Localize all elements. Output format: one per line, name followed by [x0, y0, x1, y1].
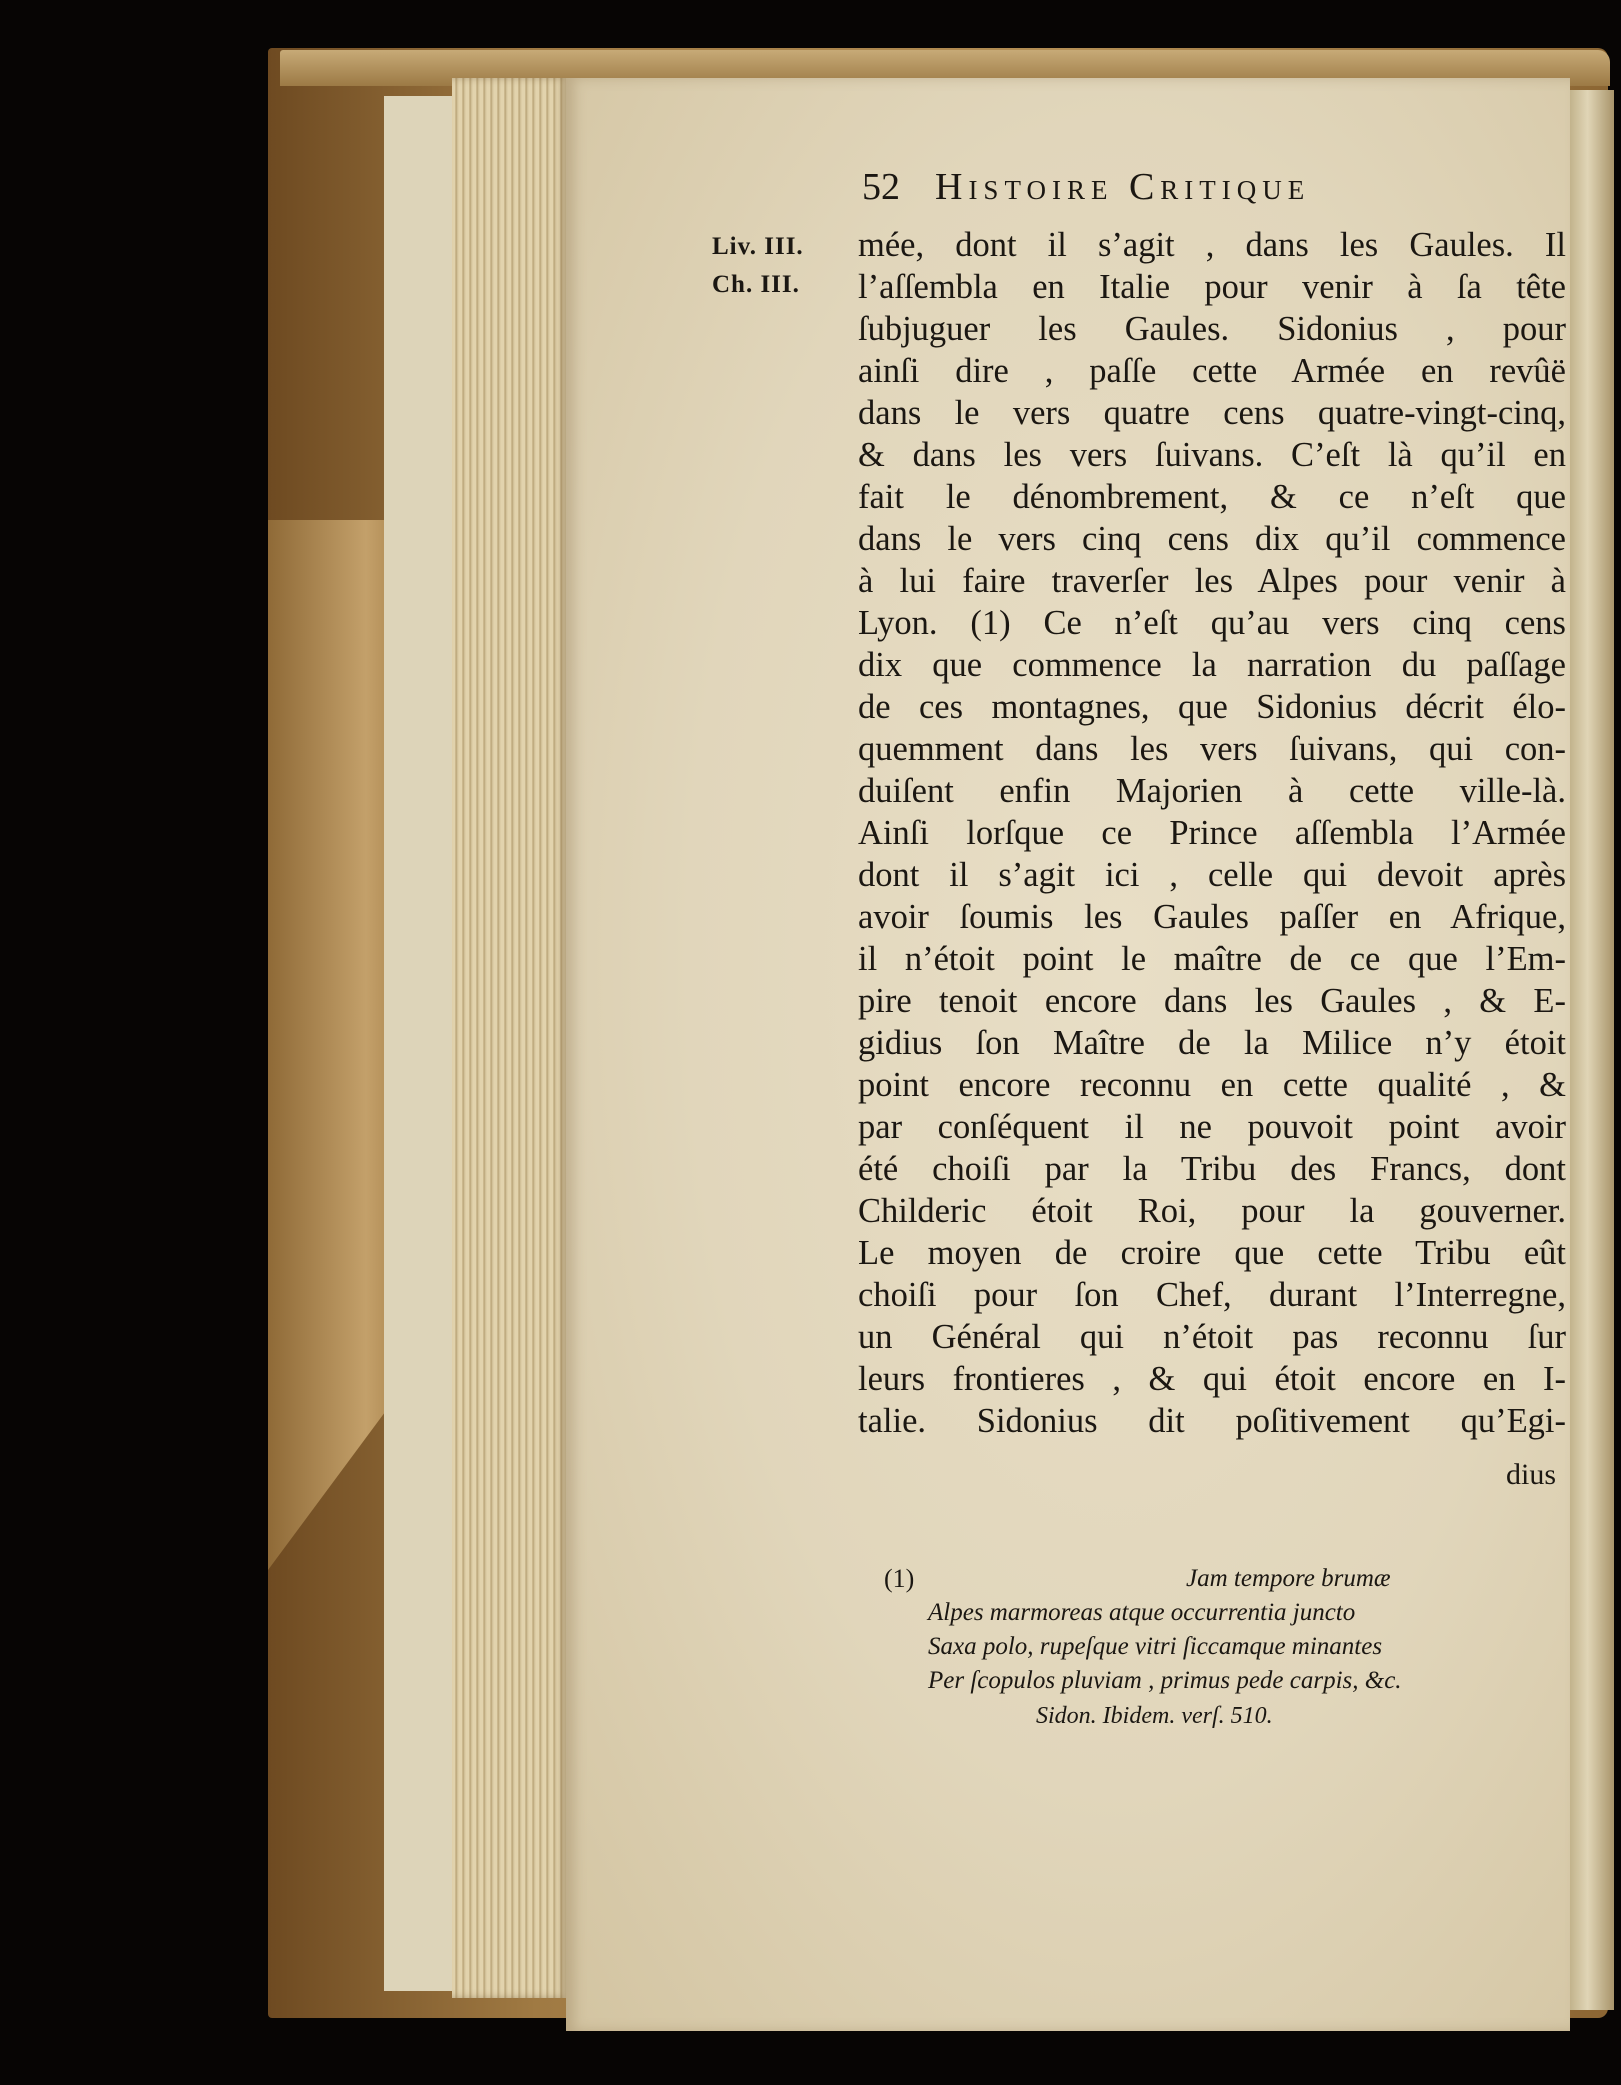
body-line: Childeric étoit Roi, pour la gouverner.: [858, 1192, 1566, 1230]
body-line: gidius ſon Maître de la Milice n’y étoit: [858, 1024, 1566, 1062]
body-line: l’aſſembla en Italie pour venir à ſa tête: [858, 268, 1566, 306]
body-line: avoir ſoumis les Gaules paſſer en Afrique,: [858, 898, 1566, 936]
body-line: Lyon. (1) Ce n’eſt qu’au vers cinq cens: [858, 604, 1566, 642]
body-line: point encore reconnu en cette qualité , &: [858, 1066, 1566, 1104]
running-title: Histoire Critique: [935, 166, 1311, 208]
page-number: 52: [862, 166, 900, 208]
body-line: duiſent enfin Majorien à cette ville-là.: [858, 772, 1566, 810]
body-line: il n’étoit point le maître de ce que l’Em-: [858, 940, 1566, 978]
body-line: ſubjuguer les Gaules. Sidonius , pour: [858, 310, 1566, 348]
footnote-line: Per ſcopulos pluviam , primus pede carpis, &c.: [928, 1667, 1402, 1694]
body-line: Ainſi lorſque ce Prince aſſembla l’Armée: [858, 814, 1566, 852]
body-line: quemment dans les vers ſuivans, qui con-: [858, 730, 1566, 768]
margin-note-chapitre: Ch. III.: [712, 271, 800, 298]
body-line: & dans les vers ſuivans. C’eſt là qu’il en: [858, 436, 1566, 474]
facing-page-edge: [1570, 90, 1614, 2010]
footnote-citation: Sidon. Ibidem. verſ. 510.: [1036, 1703, 1273, 1729]
catchword: dius: [1506, 1458, 1557, 1491]
body-line: talie. Sidonius dit poſitivement qu’Egi-: [858, 1402, 1566, 1440]
body-line: mée, dont il s’agit , dans les Gaules. Il: [858, 226, 1566, 264]
body-line: dans le vers cinq cens dix qu’il commence: [858, 520, 1566, 558]
body-line: de ces montagnes, que Sidonius décrit élo-: [858, 688, 1566, 726]
body-line: ainſi dire , paſſe cette Armée en revûë: [858, 352, 1566, 390]
body-line: pire tenoit encore dans les Gaules , & E-: [858, 982, 1566, 1020]
body-line: dont il s’agit ici , celle qui devoit après: [858, 856, 1566, 894]
body-line: dix que commence la narration du paſſage: [858, 646, 1566, 684]
page-stack-edge: [452, 78, 568, 1998]
body-line: leurs frontieres , & qui étoit encore en I-: [858, 1360, 1566, 1398]
body-line: par conſéquent il ne pouvoit point avoir: [858, 1108, 1566, 1146]
footnote-marker: (1): [884, 1564, 915, 1593]
body-line: été choiſi par la Tribu des Francs, dont: [858, 1150, 1566, 1188]
body-line: fait le dénombrement, & ce n’eſt que: [858, 478, 1566, 516]
footnote-line: Jam tempore brumæ: [1186, 1565, 1391, 1592]
footnote-line: Saxa polo, rupeſque vitri ſiccamque minantes: [928, 1633, 1383, 1660]
body-line: dans le vers quatre cens quatre-vingt-cinq,: [858, 394, 1566, 432]
footnote-line: Alpes marmoreas atque occurrentia juncto: [928, 1599, 1356, 1626]
body-line: Le moyen de croire que cette Tribu eût: [858, 1234, 1566, 1272]
body-line: choiſi pour ſon Chef, durant l’Interregne,: [858, 1276, 1566, 1314]
body-line: un Général qui n’étoit pas reconnu ſur: [858, 1318, 1566, 1356]
margin-note-livre: Liv. III.: [712, 233, 804, 260]
body-line: à lui faire traverſer les Alpes pour venir à: [858, 562, 1566, 600]
